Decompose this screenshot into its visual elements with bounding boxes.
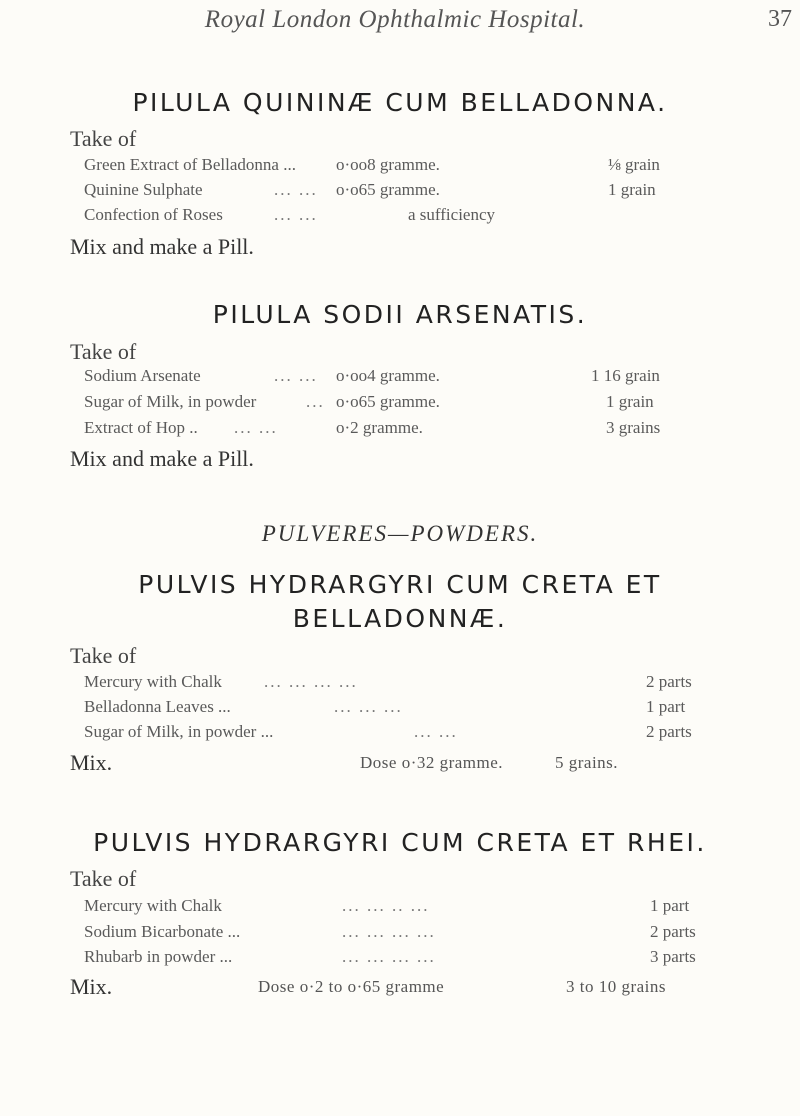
ingredient-amount: a sufficiency <box>408 205 496 224</box>
page-number: 37 <box>768 6 792 32</box>
leader-dots: ... ... ... ... <box>264 672 358 691</box>
ingredient-parts: 1 part <box>646 697 686 716</box>
ingredient-name: Quinine Sulphate <box>84 180 203 199</box>
ingredient-name: Green Extract of Belladonna ... <box>84 155 296 174</box>
ingredient-amount: o·2 gramme. <box>336 418 423 437</box>
dose-text: Dose o·2 to o·65 gramme <box>258 977 445 996</box>
ingredient-amount: o·o65 gramme. <box>336 180 440 199</box>
formula-heading-continued: BELLADONNÆ. <box>292 604 508 633</box>
ingredient-grains: ⅛ grain <box>608 155 660 174</box>
mix-instruction: Mix. <box>70 974 113 999</box>
ingredient-amount: o·o65 gramme. <box>336 392 440 411</box>
mix-instruction: Mix. <box>70 750 113 775</box>
mix-instruction: Mix and make a Pill. <box>70 234 254 259</box>
mix-instruction: Mix and make a Pill. <box>70 446 254 471</box>
leader-dots: ... ... .. ... <box>342 896 430 915</box>
leader-dots: ... ... <box>234 418 278 437</box>
take-of-label: Take of <box>70 643 137 668</box>
dose-text: Dose o·32 gramme. <box>360 753 504 772</box>
ingredient-name: Mercury with Chalk <box>84 896 222 915</box>
dose-grains: 3 to 10 grains <box>566 977 667 996</box>
ingredient-name: Rhubarb in powder ... <box>84 947 233 966</box>
ingredient-amount: o·oo8 gramme. <box>336 155 440 174</box>
ingredient-name: Belladonna Leaves ... <box>84 697 231 716</box>
dose-grains: 5 grains. <box>555 753 619 772</box>
ingredient-parts: 2 parts <box>646 722 692 741</box>
ingredient-grains: 1 16 grain <box>591 366 660 385</box>
ingredient-name: Confection of Roses <box>84 205 223 224</box>
ingredient-amount: o·oo4 gramme. <box>336 366 440 385</box>
formula-heading: PULVIS HYDRARGYRI CUM CRETA ET RHEI. <box>93 828 707 857</box>
leader-dots: ... ... ... ... <box>342 947 436 966</box>
ingredient-parts: 3 parts <box>650 947 696 966</box>
ingredient-grains: 1 grain <box>608 180 656 199</box>
ingredient-parts: 2 parts <box>650 922 696 941</box>
ingredient-name: Sodium Arsenate <box>84 366 201 385</box>
leader-dots: ... ... <box>274 366 318 385</box>
leader-dots: ... ... <box>414 722 458 741</box>
take-of-label: Take of <box>70 126 137 151</box>
take-of-label: Take of <box>70 866 137 891</box>
leader-dots: ... ... ... ... <box>342 922 436 941</box>
leader-dots: ... ... <box>274 205 318 224</box>
leader-dots: ... <box>306 392 325 411</box>
ingredient-parts: 1 part <box>650 896 690 915</box>
ingredient-name: Sugar of Milk, in powder ... <box>84 722 274 741</box>
section-heading: PULVERES—POWDERS. <box>261 521 539 546</box>
ingredient-name: Sodium Bicarbonate ... <box>84 922 241 941</box>
ingredient-grains: 1 grain <box>606 392 654 411</box>
ingredient-name: Extract of Hop .. <box>84 418 198 437</box>
formula-heading: PILULA QUININÆ CUM BELLADONNA. <box>132 88 668 117</box>
ingredient-name: Sugar of Milk, in powder <box>84 392 257 411</box>
take-of-label: Take of <box>70 339 137 364</box>
ingredient-parts: 2 parts <box>646 672 692 691</box>
leader-dots: ... ... <box>274 180 318 199</box>
ingredient-grains: 3 grains <box>606 418 661 437</box>
leader-dots: ... ... ... <box>334 697 403 716</box>
formula-heading: PULVIS HYDRARGYRI CUM CRETA ET <box>138 570 662 599</box>
running-head: Royal London Ophthalmic Hospital. <box>204 6 586 33</box>
ingredient-name: Mercury with Chalk <box>84 672 222 691</box>
formula-heading: PILULA SODII ARSENATIS. <box>212 300 588 329</box>
